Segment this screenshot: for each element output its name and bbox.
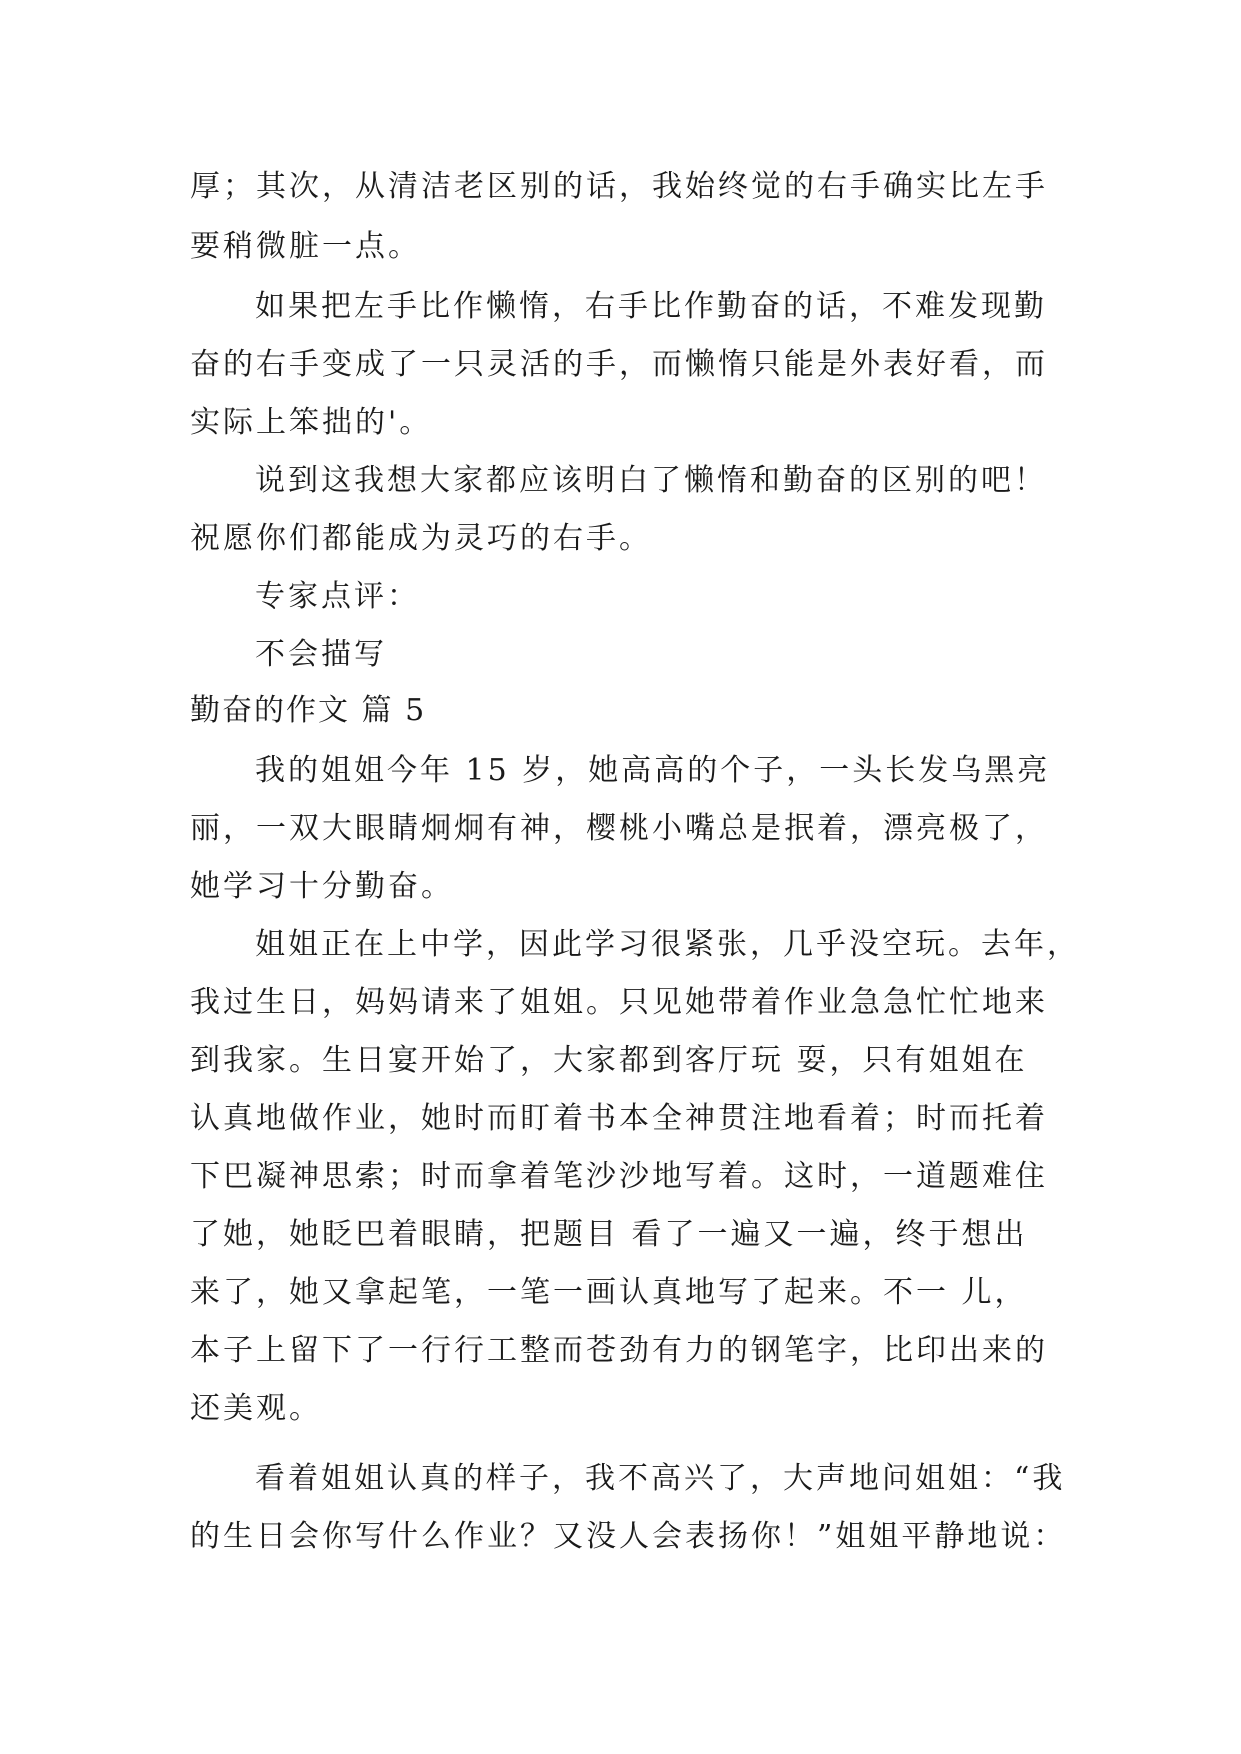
text-line: 祝愿你们都能成为灵巧的右手。 [190, 521, 652, 556]
text-line: 了她，她眨巴着眼睛，把题目 看了一遍又一遍，终于想出 [190, 1217, 1028, 1252]
text-line: 本子上留下了一行行工整而苍劲有力的钢笔字，比印出来的 [190, 1333, 1048, 1368]
text-line: 到我家。生日宴开始了，大家都到客厅玩 耍，只有姐姐在 [190, 1043, 1028, 1078]
paragraph-start-line: 如果把左手比作懒惰，右手比作勤奋的话，不难发现勤 [255, 289, 1047, 324]
paragraph-start-line: 看着姐姐认真的样子，我不高兴了，大声地问姐姐：“我 [255, 1461, 1066, 1496]
text-line: 厚；其次，从清洁老区别的话，我始终觉的右手确实比左手 [190, 169, 1048, 204]
text-line: 的生日会你写什么作业？又没人会表扬你！”姐姐平静地说： [190, 1519, 1067, 1554]
text-line: 我过生日，妈妈请来了姐姐。只见她带着作业急急忙忙地来 [190, 985, 1048, 1020]
text-line: 要稍微脏一点。 [190, 229, 421, 264]
expert-comment-label: 专家点评： [255, 579, 420, 614]
paragraph-start-line: 说到这我想大家都应该明白了懒惰和勤奋的区别的吧！ [255, 463, 1047, 498]
text-line: 下巴凝神思索；时而拿着笔沙沙地写着。这时，一道题难住 [190, 1159, 1048, 1194]
section-heading: 勤奋的作文 篇 5 [190, 693, 427, 728]
text-line: 奋的右手变成了一只灵活的手，而懒惰只能是外表好看，而 [190, 347, 1048, 382]
paragraph-start-line: 我的姐姐今年 15 岁，她高高的个子，一头长发乌黑亮 [255, 753, 1051, 788]
text-line: 实际上笨拙的'。 [190, 405, 433, 440]
text-line: 认真地做作业，她时而盯着书本全神贯注地看着；时而托着 [190, 1101, 1048, 1136]
text-line: 她学习十分勤奋。 [190, 869, 454, 904]
text-line: 来了，她又拿起笔，一笔一画认真地写了起来。不一 儿， [190, 1275, 1028, 1310]
paragraph-start-line: 姐姐正在上中学，因此学习很紧张，几乎没空玩。去年， [255, 927, 1080, 962]
text-line: 丽，一双大眼睛炯炯有神，樱桃小嘴总是抿着，漂亮极了， [190, 811, 1048, 846]
expert-comment-text: 不会描写 [255, 637, 387, 672]
text-line: 还美观。 [190, 1391, 322, 1426]
